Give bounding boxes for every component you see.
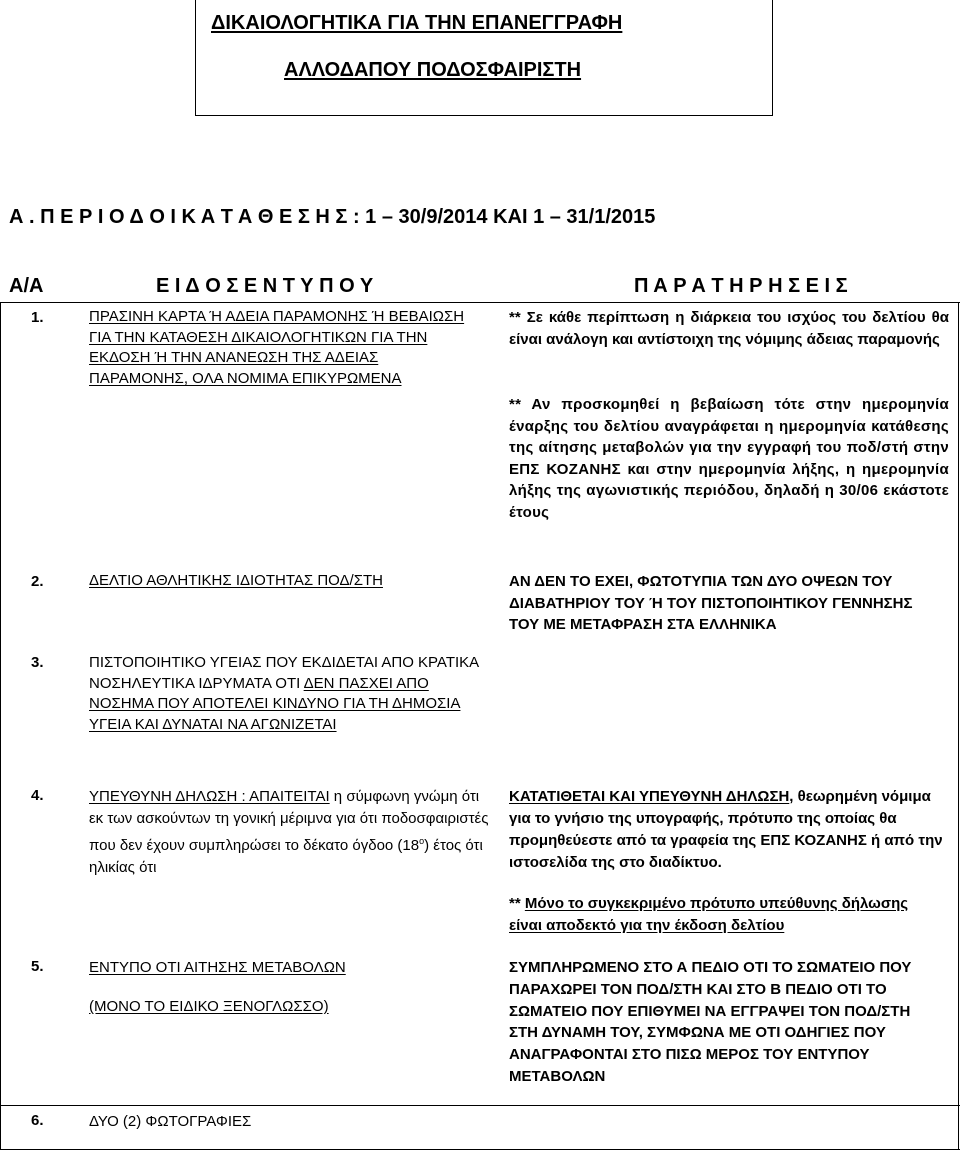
document-name xyxy=(89,653,494,735)
title-box xyxy=(195,0,773,116)
row-number: 5. xyxy=(31,958,44,975)
document-name: ΔΥΟ (2) ΦΩΤΟΓΡΑΦΙΕΣ xyxy=(89,1113,252,1130)
note-text: ΑΝ ΔΕΝ ΤΟ ΕΧΕΙ, ΦΩΤΟΤΥΠΙΑ ΤΩΝ ΔΥΟ ΟΨΕΩΝ ΤΟΥ ΔΙΑΒΑΤΗΡΙΟΥ ΤΟΥ Ή ΤΟΥ ΠΙΣΤΟΠΟΙΗΤΙΚΟΥ ΓΕΝΝΗΣΗΣ ΤΟΥ ΜΕ ΜΕΤΑΦΡΑΣΗ ΣΤΑ ΕΛΛΗΝΙΚΑ xyxy=(509,573,913,633)
row-number: 3. xyxy=(31,654,44,671)
note-text xyxy=(509,893,929,937)
note-prefix: ** xyxy=(509,895,525,912)
table-rule xyxy=(0,1105,960,1106)
superscript: ο xyxy=(419,836,425,846)
table-rule xyxy=(0,1149,960,1150)
document-name xyxy=(89,786,494,879)
row-number: 6. xyxy=(31,1112,44,1129)
row-number: 4. xyxy=(31,787,44,804)
col-header-document: Ε Ι Δ Ο Σ Ε Ν Τ Υ Π Ο Υ xyxy=(156,275,374,297)
document-name-part: ) έτος ότι ηλικίας ότι xyxy=(89,837,483,876)
table-border-left xyxy=(0,302,1,1150)
document-name-underlined: ΔΕΝ ΠΑΣΧΕΙ ΑΠΟ ΝΟΣΗΜΑ ΠΟΥ ΑΠΟΤΕΛΕΙ ΚΙΝΔΥΝΟ ΓΙΑ ΤΗ ΔΗΜΟΣΙΑ ΥΓΕΙΑ ΚΑΙ ΔΥΝΑΤΑΙ ΝΑ ΑΓΩΝΙΖΕΤΑΙ xyxy=(89,674,461,733)
page-title: ΔΙΚΑΙΟΛΟΓΗΤΙΚΑ ΓΙΑ ΤΗΝ ΕΠΑΝΕΓΓΡΑΦΗ xyxy=(211,12,623,34)
col-header-number: Α/Α xyxy=(9,275,44,297)
note-part: , θεωρημένη νόμιμα για το γνήσιο της υπογραφής, πρότυπο της οποίας θα προμηθεύεστε από τα γραφεία της ΕΠΣ ΚΟΖΑΝΗΣ ή από την ιστοσελίδα της στο διαδίκτυο. xyxy=(509,788,943,871)
note-text: ** Αν προσκομηθεί η βεβαίωση τότε στην ημερομηνία έναρξης του δελτίου αναγράφεται η ημερομηνία κατάθεσης της αίτησης μεταβολών για την εγγραφή του ποδ/στή στην ΕΠΣ ΚΟΖΑΝΗΣ και στην ημερομηνία λήξης, η ημερομηνία λήξης της αγωνιστικής περιόδου, δηλαδή η 30/06 εκάστοτε έτους xyxy=(509,396,949,521)
document-name-part: ΠΙΣΤΟΠΟΙΗΤΙΚΟ ΥΓΕΙΑΣ ΠΟΥ ΕΚΔΙΔΕΤΑΙ ΑΠΟ ΚΡΑΤΙΚΑ ΝΟΣΗΛΕΥΤΙΚΑ ΙΔΡΥΜΑΤΑ ΟΤΙ xyxy=(89,654,479,692)
note-underlined: Μόνο το συγκεκριμένο πρότυπο υπεύθυνης δήλωσης είναι αποδεκτό για την έκδοση δελτίου xyxy=(509,895,909,934)
note-text: ** Σε κάθε περίπτωση η διάρκεια του ισχύος του δελτίου θα είναι ανάλογη και αντίστοιχη της νόμιμης άδειας παραμονής xyxy=(509,309,949,348)
table-rule xyxy=(0,302,960,303)
row-number: 2. xyxy=(31,573,44,590)
document-name-underlined: ΥΠΕΥΘΥΝΗ ΔΗΛΩΣΗ : ΑΠΑΙΤΕΙΤΑΙ xyxy=(89,788,330,805)
table-border-right xyxy=(958,302,959,1150)
document-name-note: (ΜΟΝΟ ΤΟ ΕΙΔΙΚΟ ΞΕΝΟΓΛΩΣΣΟ) xyxy=(89,998,329,1015)
document-name-part: η σύμφωνη γνώμη ότι εκ των ασκούντων τη γονική μέριμνα για ότι ποδοσφαιριστές που δεν έχουν συμπληρώσει το δέκατο όγδοο (18 xyxy=(89,788,489,854)
document-name: ΠΡΑΣΙΝΗ ΚΑΡΤΑ Ή ΑΔΕΙΑ ΠΑΡΑΜΟΝΗΣ Ή ΒΕΒΑΙΩΣΗ ΓΙΑ ΤΗΝ ΚΑΤΑΘΕΣΗ ΔΙΚΑΙΟΛΟΓΗΤΙΚΩΝ ΓΙΑ ΤΗΝ ΕΚΔΟΣΗ Ή ΤΗΝ ΑΝΑΝΕΩΣΗ ΤΗΣ ΑΔΕΙΑΣ ΠΑΡΑΜΟΝΗΣ, ΟΛΑ ΝΟΜΙΜΑ ΕΠΙΚΥΡΩΜΕΝΑ xyxy=(89,308,465,387)
page-subtitle: ΑΛΛΟΔΑΠΟΥ ΠΟΔΟΣΦΑΙΡΙΣΤΗ xyxy=(284,59,582,81)
row-number: 1. xyxy=(31,309,44,326)
col-header-notes: Π Α Ρ Α Τ Η Ρ Η Σ Ε Ι Σ xyxy=(634,275,848,297)
submission-period: Α . Π Ε Ρ Ι Ο Δ Ο Ι Κ Α Τ Α Θ Ε Σ Η Σ : 1 – 30/9/2014 ΚΑΙ 1 – 31/1/2015 xyxy=(9,206,656,228)
note-text: ΣΥΜΠΛΗΡΩΜΕΝΟ ΣΤΟ Α ΠΕΔΙΟ ΟΤΙ ΤΟ ΣΩΜΑΤΕΙΟ ΠΟΥ ΠΑΡΑΧΩΡΕΙ ΤΟΝ ΠΟΔ/ΣΤΗ ΚΑΙ ΣΤΟ Β ΠΕΔΙΟ ΟΤΙ ΤΟ ΣΩΜΑΤΕΙΟ ΠΟΥ ΕΠΙΘΥΜΕΙ ΝΑ ΕΓΓΡΑΨΕΙ ΤΟΝ ΠΟΔ/ΣΤΗ ΣΤΗ ΔΥΝΑΜΗ ΤΟΥ, ΣΥΜΦΩΝΑ ΜΕ ΟΤΙ ΟΔΗΓΙΕΣ ΠΟΥ ΑΝΑΓΡΑΦΟΝΤΑΙ ΣΤΟ ΠΙΣΩ ΜΕΡΟΣ ΤΟΥ ΕΝΤΥΠΟΥ ΜΕΤΑΒΟΛΩΝ xyxy=(509,959,912,1085)
document-name: ΔΕΛΤΙΟ ΑΘΛΗΤΙΚΗΣ ΙΔΙΟΤΗΤΑΣ ΠΟΔ/ΣΤΗ xyxy=(89,572,383,589)
note-text xyxy=(509,786,949,874)
document-name: ΕΝΤΥΠΟ ΟΤΙ ΑΙΤΗΣΗΣ ΜΕΤΑΒΟΛΩΝ xyxy=(89,959,346,976)
note-underlined: ΚΑΤΑΤΙΘΕΤΑΙ ΚΑΙ ΥΠΕΥΘΥΝΗ ΔΗΛΩΣΗ xyxy=(509,788,790,805)
